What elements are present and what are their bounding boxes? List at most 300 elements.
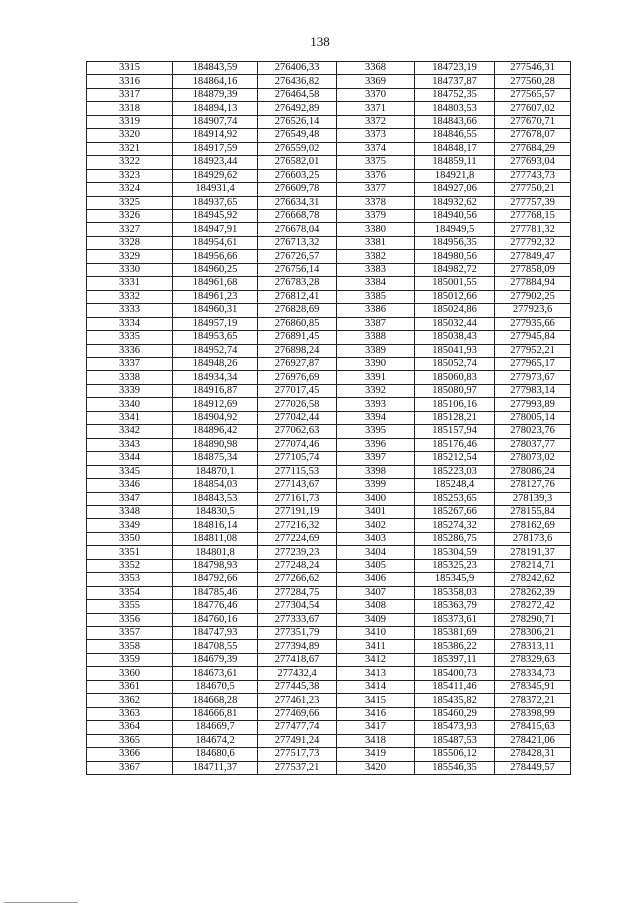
x-coordinate-cell: 185363,79 — [415, 600, 495, 613]
point-number-cell: 3384 — [337, 277, 415, 290]
table-row — [87, 505, 571, 518]
table-row — [87, 519, 571, 532]
y-coordinate-cell: 277351,79 — [258, 627, 337, 640]
table-row — [87, 304, 571, 317]
x-coordinate-cell: 185345,9 — [415, 573, 495, 586]
point-number-cell: 3332 — [87, 290, 173, 303]
y-coordinate-cell: 277858,09 — [495, 263, 571, 276]
point-number-cell: 3321 — [87, 142, 173, 155]
table-row — [87, 546, 571, 559]
point-number-cell: 3381 — [337, 236, 415, 249]
y-coordinate-cell: 276526,14 — [258, 115, 337, 128]
point-number-cell: 3357 — [87, 627, 173, 640]
point-number-cell: 3418 — [337, 734, 415, 747]
x-coordinate-cell: 185411,46 — [415, 680, 495, 693]
y-coordinate-cell: 276609,78 — [258, 183, 337, 196]
x-coordinate-cell: 184921,8 — [415, 169, 495, 182]
x-coordinate-cell: 184960,25 — [173, 263, 258, 276]
y-coordinate-cell: 276756,14 — [258, 263, 337, 276]
y-coordinate-cell: 277952,21 — [495, 344, 571, 357]
y-coordinate-cell: 276436,82 — [258, 75, 337, 88]
x-coordinate-cell: 185253,65 — [415, 492, 495, 505]
table-row — [87, 75, 571, 88]
x-coordinate-cell: 184776,46 — [173, 600, 258, 613]
x-coordinate-cell: 184798,93 — [173, 559, 258, 572]
y-coordinate-cell: 276549,48 — [258, 129, 337, 142]
y-coordinate-cell: 277432,4 — [258, 667, 337, 680]
y-coordinate-cell: 277284,75 — [258, 586, 337, 599]
x-coordinate-cell: 185001,55 — [415, 277, 495, 290]
y-coordinate-cell: 278173,6 — [495, 532, 571, 545]
y-coordinate-cell: 278306,21 — [495, 627, 571, 640]
point-number-cell: 3405 — [337, 559, 415, 572]
point-number-cell: 3408 — [337, 600, 415, 613]
point-number-cell: 3386 — [337, 304, 415, 317]
x-coordinate-cell: 184949,5 — [415, 223, 495, 236]
x-coordinate-cell: 184760,16 — [173, 613, 258, 626]
x-coordinate-cell: 185373,61 — [415, 613, 495, 626]
y-coordinate-cell: 276860,85 — [258, 317, 337, 330]
y-coordinate-cell: 277461,23 — [258, 694, 337, 707]
y-coordinate-cell: 278155,84 — [495, 505, 571, 518]
y-coordinate-cell: 277445,38 — [258, 680, 337, 693]
point-number-cell: 3362 — [87, 694, 173, 707]
x-coordinate-cell: 184954,61 — [173, 236, 258, 249]
table-row — [87, 734, 571, 747]
point-number-cell: 3358 — [87, 640, 173, 653]
y-coordinate-cell: 277684,29 — [495, 142, 571, 155]
x-coordinate-cell: 184811,08 — [173, 532, 258, 545]
y-coordinate-cell: 277935,66 — [495, 317, 571, 330]
x-coordinate-cell: 185435,82 — [415, 694, 495, 707]
y-coordinate-cell: 277750,21 — [495, 183, 571, 196]
y-coordinate-cell: 277266,62 — [258, 573, 337, 586]
x-coordinate-cell: 185038,43 — [415, 331, 495, 344]
table-row — [87, 129, 571, 142]
y-coordinate-cell: 278290,71 — [495, 613, 571, 626]
point-number-cell: 3411 — [337, 640, 415, 653]
point-number-cell: 3351 — [87, 546, 173, 559]
x-coordinate-cell: 184711,37 — [173, 761, 258, 774]
x-coordinate-cell: 184937,65 — [173, 196, 258, 209]
y-coordinate-cell: 277074,46 — [258, 438, 337, 451]
point-number-cell: 3407 — [337, 586, 415, 599]
y-coordinate-cell: 277216,32 — [258, 519, 337, 532]
x-coordinate-cell: 184956,35 — [415, 236, 495, 249]
x-coordinate-cell: 185487,53 — [415, 734, 495, 747]
y-coordinate-cell: 276634,31 — [258, 196, 337, 209]
y-coordinate-cell: 278313,11 — [495, 640, 571, 653]
x-coordinate-cell: 184859,11 — [415, 156, 495, 169]
y-coordinate-cell: 277670,71 — [495, 115, 571, 128]
point-number-cell: 3399 — [337, 479, 415, 492]
y-coordinate-cell: 278086,24 — [495, 465, 571, 478]
table-row — [87, 492, 571, 505]
point-number-cell: 3331 — [87, 277, 173, 290]
table-row — [87, 371, 571, 384]
point-number-cell: 3397 — [337, 452, 415, 465]
point-number-cell: 3341 — [87, 411, 173, 424]
y-coordinate-cell: 277849,47 — [495, 250, 571, 263]
x-coordinate-cell: 184674,2 — [173, 734, 258, 747]
x-coordinate-cell: 185286,75 — [415, 532, 495, 545]
x-coordinate-cell: 184917,59 — [173, 142, 258, 155]
point-number-cell: 3333 — [87, 304, 173, 317]
y-coordinate-cell: 278073,02 — [495, 452, 571, 465]
x-coordinate-cell: 184670,5 — [173, 680, 258, 693]
point-number-cell: 3419 — [337, 748, 415, 761]
x-coordinate-cell: 184668,28 — [173, 694, 258, 707]
point-number-cell: 3349 — [87, 519, 173, 532]
x-coordinate-cell: 184957,19 — [173, 317, 258, 330]
point-number-cell: 3374 — [337, 142, 415, 155]
y-coordinate-cell: 277517,73 — [258, 748, 337, 761]
table-row — [87, 653, 571, 666]
point-number-cell: 3324 — [87, 183, 173, 196]
point-number-cell: 3361 — [87, 680, 173, 693]
x-coordinate-cell: 184723,19 — [415, 62, 495, 75]
coordinates-table — [86, 61, 571, 775]
y-coordinate-cell: 276582,01 — [258, 156, 337, 169]
y-coordinate-cell: 278421,06 — [495, 734, 571, 747]
x-coordinate-cell: 184914,92 — [173, 129, 258, 142]
x-coordinate-cell: 184890,98 — [173, 438, 258, 451]
point-number-cell: 3346 — [87, 479, 173, 492]
x-coordinate-cell: 185032,44 — [415, 317, 495, 330]
table-row — [87, 156, 571, 169]
x-coordinate-cell: 184792,66 — [173, 573, 258, 586]
point-number-cell: 3394 — [337, 411, 415, 424]
table-row — [87, 613, 571, 626]
point-number-cell: 3330 — [87, 263, 173, 276]
x-coordinate-cell: 184843,59 — [173, 62, 258, 75]
x-coordinate-cell: 184803,53 — [415, 102, 495, 115]
x-coordinate-cell: 184879,39 — [173, 88, 258, 101]
y-coordinate-cell: 276828,69 — [258, 304, 337, 317]
point-number-cell: 3373 — [337, 129, 415, 142]
y-coordinate-cell: 277191,19 — [258, 505, 337, 518]
table-row — [87, 250, 571, 263]
table-row — [87, 223, 571, 236]
table-row — [87, 627, 571, 640]
x-coordinate-cell: 185223,03 — [415, 465, 495, 478]
x-coordinate-cell: 185473,93 — [415, 721, 495, 734]
table-row — [87, 761, 571, 774]
table-row — [87, 425, 571, 438]
point-number-cell: 3378 — [337, 196, 415, 209]
point-number-cell: 3363 — [87, 707, 173, 720]
y-coordinate-cell: 277993,89 — [495, 398, 571, 411]
table-row — [87, 169, 571, 182]
point-number-cell: 3360 — [87, 667, 173, 680]
x-coordinate-cell: 184708,55 — [173, 640, 258, 653]
x-coordinate-cell: 184801,8 — [173, 546, 258, 559]
x-coordinate-cell: 184843,66 — [415, 115, 495, 128]
table-row — [87, 452, 571, 465]
point-number-cell: 3317 — [87, 88, 173, 101]
point-number-cell: 3390 — [337, 357, 415, 370]
point-number-cell: 3417 — [337, 721, 415, 734]
table-row — [87, 667, 571, 680]
table-row — [87, 680, 571, 693]
y-coordinate-cell: 277105,74 — [258, 452, 337, 465]
point-number-cell: 3359 — [87, 653, 173, 666]
point-number-cell: 3344 — [87, 452, 173, 465]
x-coordinate-cell: 184673,61 — [173, 667, 258, 680]
point-number-cell: 3315 — [87, 62, 173, 75]
point-number-cell: 3335 — [87, 331, 173, 344]
point-number-cell: 3389 — [337, 344, 415, 357]
x-coordinate-cell: 184679,39 — [173, 653, 258, 666]
y-coordinate-cell: 278242,62 — [495, 573, 571, 586]
table-row — [87, 559, 571, 572]
y-coordinate-cell: 276976,69 — [258, 371, 337, 384]
y-coordinate-cell: 277394,89 — [258, 640, 337, 653]
point-number-cell: 3420 — [337, 761, 415, 774]
point-number-cell: 3393 — [337, 398, 415, 411]
x-coordinate-cell: 184916,87 — [173, 384, 258, 397]
point-number-cell: 3387 — [337, 317, 415, 330]
x-coordinate-cell: 184896,42 — [173, 425, 258, 438]
x-coordinate-cell: 184843,53 — [173, 492, 258, 505]
point-number-cell: 3400 — [337, 492, 415, 505]
y-coordinate-cell: 277017,45 — [258, 384, 337, 397]
table-row — [87, 586, 571, 599]
x-coordinate-cell: 184669,7 — [173, 721, 258, 734]
x-coordinate-cell: 184982,72 — [415, 263, 495, 276]
point-number-cell: 3370 — [337, 88, 415, 101]
y-coordinate-cell: 276559,02 — [258, 142, 337, 155]
table-row — [87, 748, 571, 761]
y-coordinate-cell: 276492,89 — [258, 102, 337, 115]
table-row — [87, 236, 571, 249]
x-coordinate-cell: 185400,73 — [415, 667, 495, 680]
point-number-cell: 3402 — [337, 519, 415, 532]
y-coordinate-cell: 278214,71 — [495, 559, 571, 572]
x-coordinate-cell: 184927,06 — [415, 183, 495, 196]
y-coordinate-cell: 278127,76 — [495, 479, 571, 492]
y-coordinate-cell: 277781,32 — [495, 223, 571, 236]
point-number-cell: 3415 — [337, 694, 415, 707]
y-coordinate-cell: 277560,28 — [495, 75, 571, 88]
point-number-cell: 3338 — [87, 371, 173, 384]
point-number-cell: 3416 — [337, 707, 415, 720]
y-coordinate-cell: 278023,76 — [495, 425, 571, 438]
y-coordinate-cell: 277491,24 — [258, 734, 337, 747]
y-coordinate-cell: 277477,74 — [258, 721, 337, 734]
y-coordinate-cell: 277884,94 — [495, 277, 571, 290]
y-coordinate-cell: 278272,42 — [495, 600, 571, 613]
point-number-cell: 3401 — [337, 505, 415, 518]
x-coordinate-cell: 185041,93 — [415, 344, 495, 357]
y-coordinate-cell: 277248,24 — [258, 559, 337, 572]
x-coordinate-cell: 185274,32 — [415, 519, 495, 532]
point-number-cell: 3354 — [87, 586, 173, 599]
point-number-cell: 3379 — [337, 209, 415, 222]
point-number-cell: 3355 — [87, 600, 173, 613]
y-coordinate-cell: 278139,3 — [495, 492, 571, 505]
point-number-cell: 3365 — [87, 734, 173, 747]
table-row — [87, 438, 571, 451]
point-number-cell: 3369 — [337, 75, 415, 88]
table-row — [87, 600, 571, 613]
point-number-cell: 3409 — [337, 613, 415, 626]
point-number-cell: 3375 — [337, 156, 415, 169]
point-number-cell: 3364 — [87, 721, 173, 734]
y-coordinate-cell: 277026,58 — [258, 398, 337, 411]
y-coordinate-cell: 277923,6 — [495, 304, 571, 317]
table-row — [87, 479, 571, 492]
point-number-cell: 3353 — [87, 573, 173, 586]
y-coordinate-cell: 276812,41 — [258, 290, 337, 303]
point-number-cell: 3388 — [337, 331, 415, 344]
y-coordinate-cell: 278428,31 — [495, 748, 571, 761]
y-coordinate-cell: 277042,44 — [258, 411, 337, 424]
x-coordinate-cell: 184945,92 — [173, 209, 258, 222]
y-coordinate-cell: 278005,14 — [495, 411, 571, 424]
point-number-cell: 3395 — [337, 425, 415, 438]
y-coordinate-cell: 278262,39 — [495, 586, 571, 599]
table-row — [87, 532, 571, 545]
x-coordinate-cell: 184737,87 — [415, 75, 495, 88]
point-number-cell: 3350 — [87, 532, 173, 545]
table-row — [87, 62, 571, 75]
x-coordinate-cell: 185080,97 — [415, 384, 495, 397]
x-coordinate-cell: 184894,13 — [173, 102, 258, 115]
x-coordinate-cell: 184870,1 — [173, 465, 258, 478]
x-coordinate-cell: 185248,4 — [415, 479, 495, 492]
y-coordinate-cell: 276783,28 — [258, 277, 337, 290]
y-coordinate-cell: 277983,14 — [495, 384, 571, 397]
y-coordinate-cell: 276668,78 — [258, 209, 337, 222]
y-coordinate-cell: 277757,39 — [495, 196, 571, 209]
x-coordinate-cell: 185052,74 — [415, 357, 495, 370]
x-coordinate-cell: 184680,6 — [173, 748, 258, 761]
table-row — [87, 465, 571, 478]
point-number-cell: 3340 — [87, 398, 173, 411]
y-coordinate-cell: 277239,23 — [258, 546, 337, 559]
table-row — [87, 357, 571, 370]
point-number-cell: 3413 — [337, 667, 415, 680]
y-coordinate-cell: 276406,33 — [258, 62, 337, 75]
x-coordinate-cell: 184953,65 — [173, 331, 258, 344]
y-coordinate-cell: 278037,77 — [495, 438, 571, 451]
x-coordinate-cell: 184864,16 — [173, 75, 258, 88]
table-row — [87, 209, 571, 222]
x-coordinate-cell: 184960,31 — [173, 304, 258, 317]
point-number-cell: 3339 — [87, 384, 173, 397]
point-number-cell: 3406 — [337, 573, 415, 586]
x-coordinate-cell: 184854,03 — [173, 479, 258, 492]
point-number-cell: 3336 — [87, 344, 173, 357]
point-number-cell: 3322 — [87, 156, 173, 169]
point-number-cell: 3326 — [87, 209, 173, 222]
x-coordinate-cell: 185267,66 — [415, 505, 495, 518]
x-coordinate-cell: 184747,93 — [173, 627, 258, 640]
y-coordinate-cell: 277743,73 — [495, 169, 571, 182]
x-coordinate-cell: 184931,4 — [173, 183, 258, 196]
table-row — [87, 573, 571, 586]
x-coordinate-cell: 184947,91 — [173, 223, 258, 236]
point-number-cell: 3347 — [87, 492, 173, 505]
point-number-cell: 3385 — [337, 290, 415, 303]
x-coordinate-cell: 184907,74 — [173, 115, 258, 128]
x-coordinate-cell: 184846,55 — [415, 129, 495, 142]
y-coordinate-cell: 276898,24 — [258, 344, 337, 357]
x-coordinate-cell: 185012,66 — [415, 290, 495, 303]
point-number-cell: 3391 — [337, 371, 415, 384]
table-row — [87, 694, 571, 707]
y-coordinate-cell: 276726,57 — [258, 250, 337, 263]
table-row — [87, 344, 571, 357]
y-coordinate-cell: 278329,63 — [495, 653, 571, 666]
y-coordinate-cell: 277161,73 — [258, 492, 337, 505]
point-number-cell: 3328 — [87, 236, 173, 249]
y-coordinate-cell: 276713,32 — [258, 236, 337, 249]
point-number-cell: 3404 — [337, 546, 415, 559]
x-coordinate-cell: 185381,69 — [415, 627, 495, 640]
x-coordinate-cell: 184904,92 — [173, 411, 258, 424]
x-coordinate-cell: 185060,83 — [415, 371, 495, 384]
y-coordinate-cell: 276464,58 — [258, 88, 337, 101]
table-row — [87, 707, 571, 720]
point-number-cell: 3366 — [87, 748, 173, 761]
table-row — [87, 384, 571, 397]
table-row — [87, 290, 571, 303]
y-coordinate-cell: 277945,84 — [495, 331, 571, 344]
point-number-cell: 3377 — [337, 183, 415, 196]
table-row — [87, 277, 571, 290]
y-coordinate-cell: 278449,57 — [495, 761, 571, 774]
page-number: 138 — [310, 34, 330, 49]
y-coordinate-cell: 277902,25 — [495, 290, 571, 303]
point-number-cell: 3372 — [337, 115, 415, 128]
x-coordinate-cell: 184961,68 — [173, 277, 258, 290]
x-coordinate-cell: 184875,34 — [173, 452, 258, 465]
point-number-cell: 3398 — [337, 465, 415, 478]
x-coordinate-cell: 184816,14 — [173, 519, 258, 532]
table-row — [87, 115, 571, 128]
footnote-rule — [4, 902, 78, 903]
x-coordinate-cell: 184940,56 — [415, 209, 495, 222]
point-number-cell: 3414 — [337, 680, 415, 693]
x-coordinate-cell: 184934,34 — [173, 371, 258, 384]
point-number-cell: 3316 — [87, 75, 173, 88]
table-row — [87, 640, 571, 653]
point-number-cell: 3383 — [337, 263, 415, 276]
coordinates-table-body — [87, 62, 571, 775]
y-coordinate-cell: 278345,91 — [495, 680, 571, 693]
point-number-cell: 3396 — [337, 438, 415, 451]
table-row — [87, 142, 571, 155]
y-coordinate-cell: 277546,31 — [495, 62, 571, 75]
point-number-cell: 3345 — [87, 465, 173, 478]
y-coordinate-cell: 277973,67 — [495, 371, 571, 384]
x-coordinate-cell: 185128,21 — [415, 411, 495, 424]
point-number-cell: 3403 — [337, 532, 415, 545]
x-coordinate-cell: 184952,74 — [173, 344, 258, 357]
x-coordinate-cell: 184956,66 — [173, 250, 258, 263]
x-coordinate-cell: 184912,69 — [173, 398, 258, 411]
x-coordinate-cell: 185460,29 — [415, 707, 495, 720]
y-coordinate-cell: 278191,37 — [495, 546, 571, 559]
point-number-cell: 3320 — [87, 129, 173, 142]
x-coordinate-cell: 184752,35 — [415, 88, 495, 101]
table-row — [87, 88, 571, 101]
point-number-cell: 3368 — [337, 62, 415, 75]
table-row — [87, 331, 571, 344]
point-number-cell: 3410 — [337, 627, 415, 640]
